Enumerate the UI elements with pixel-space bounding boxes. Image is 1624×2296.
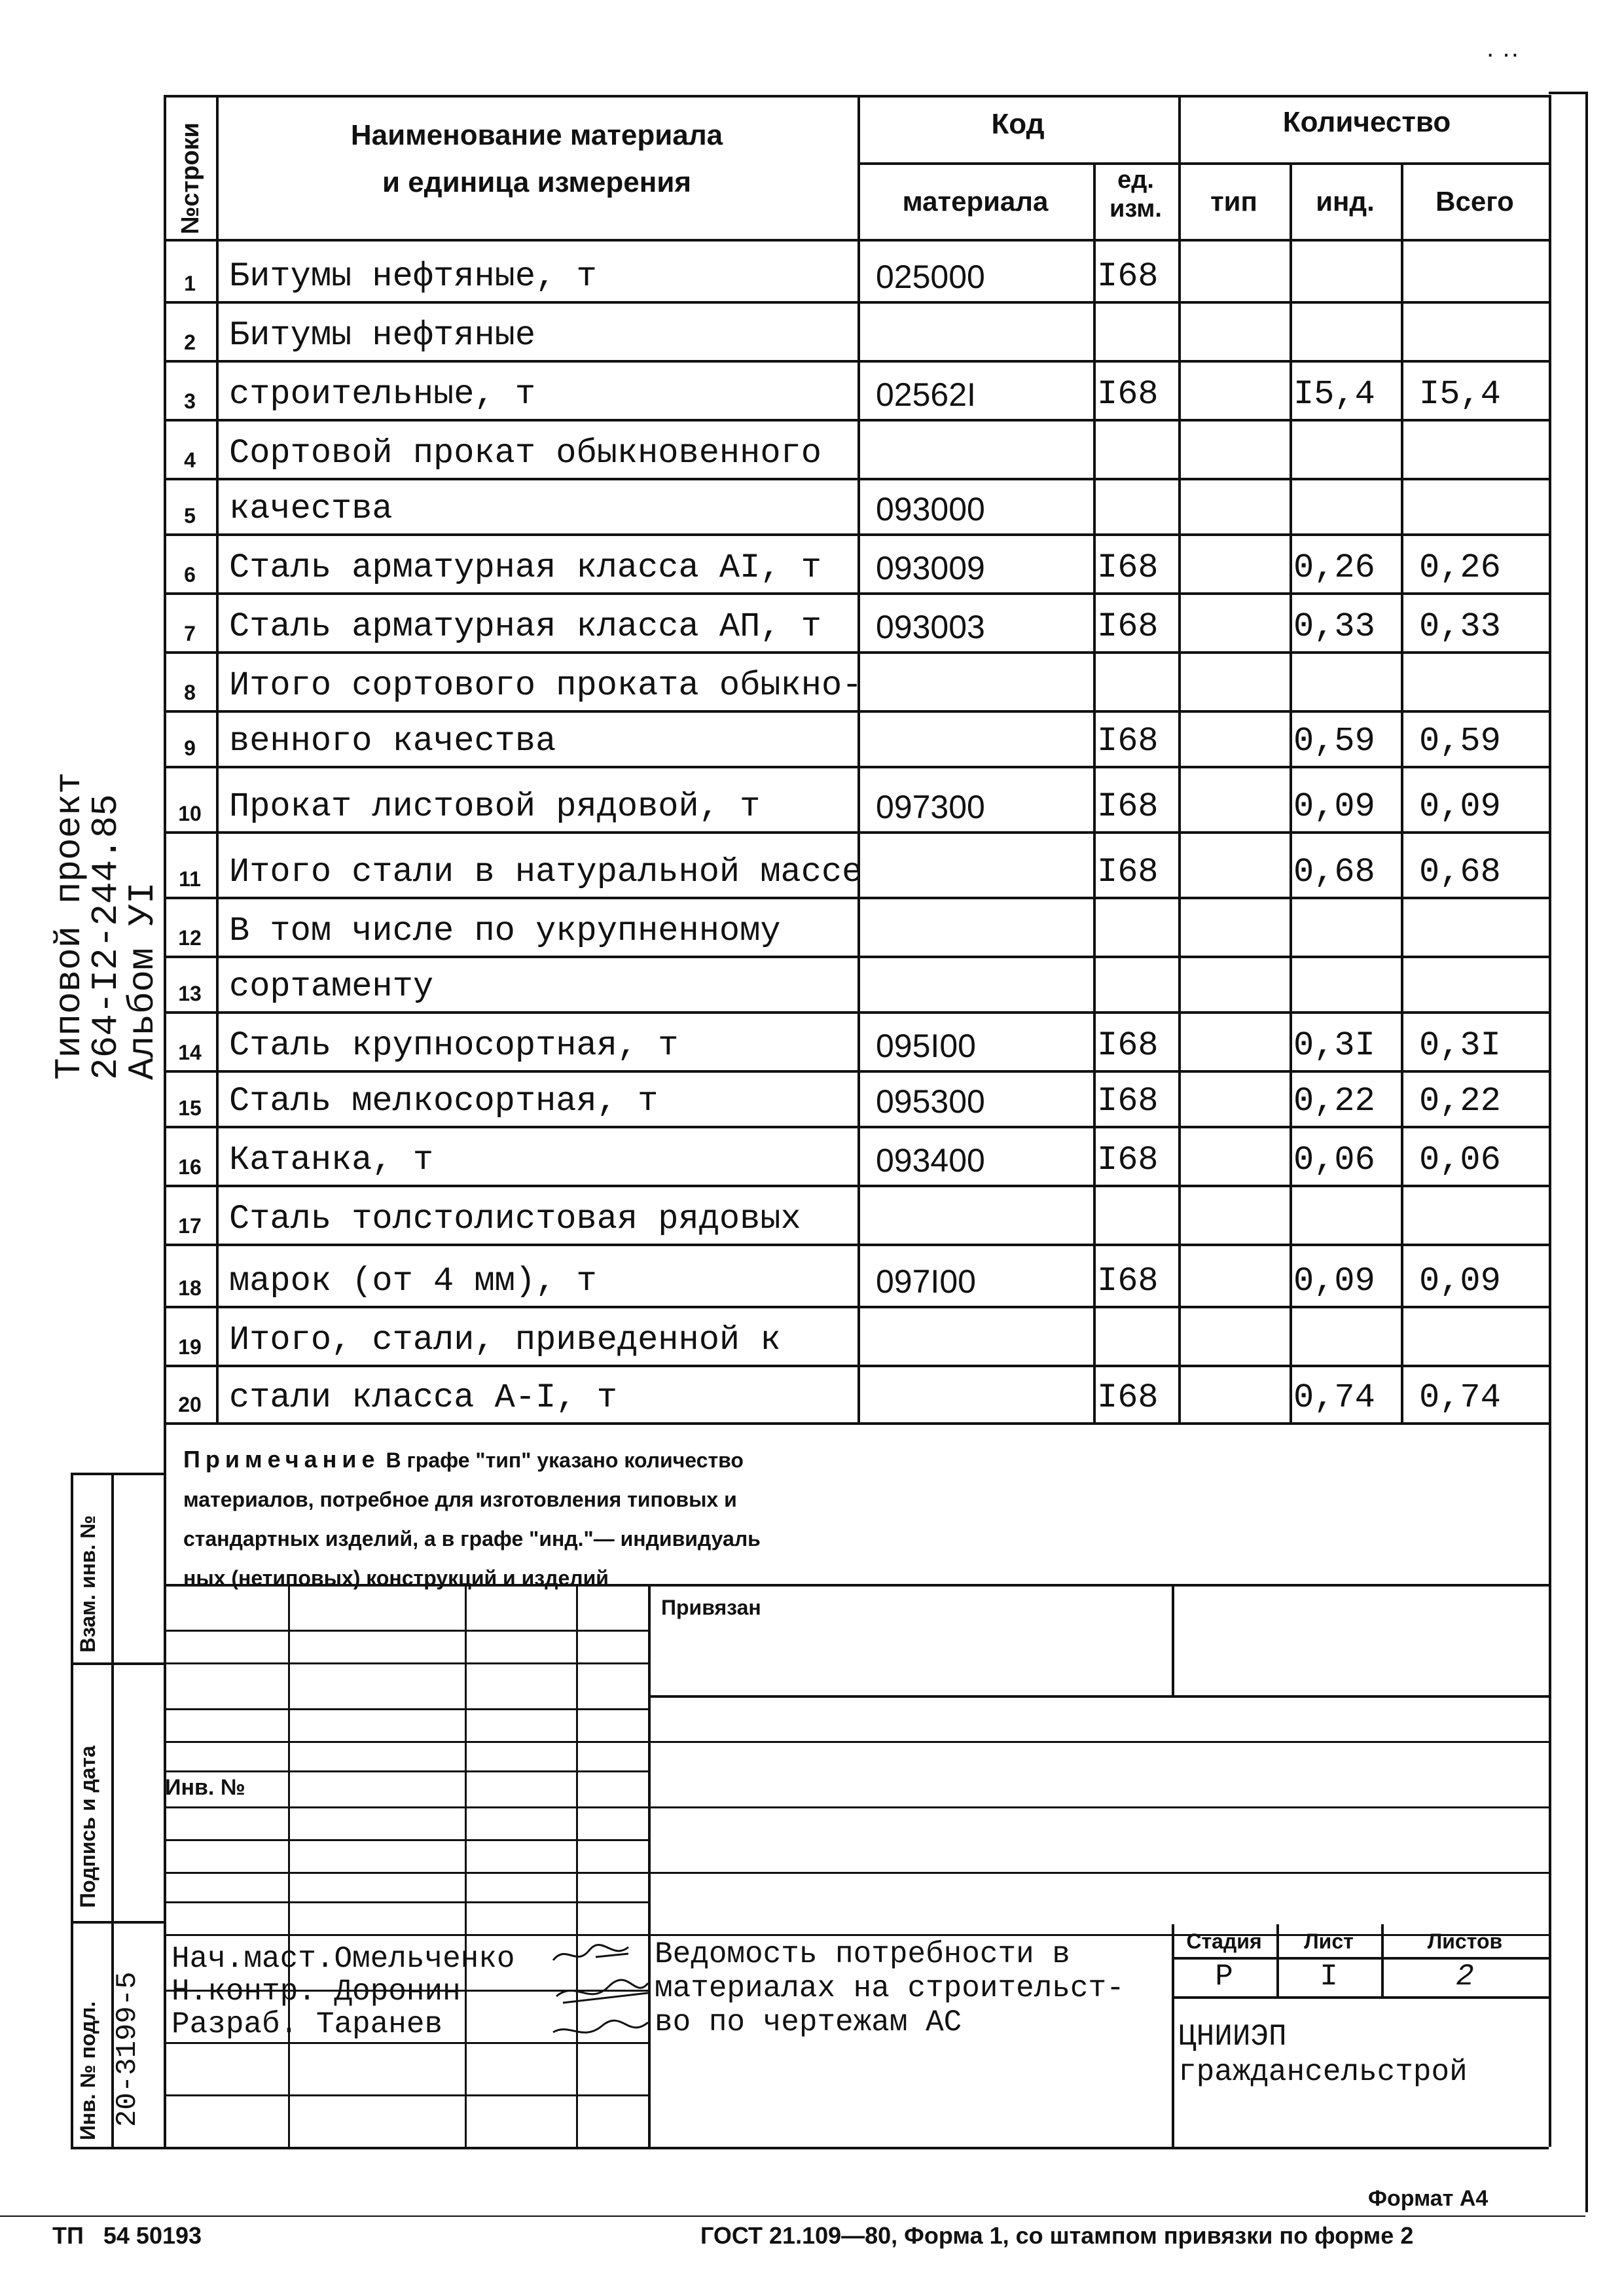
row-line [164,710,1549,713]
col-line-type [1290,162,1292,1422]
stamp-col-bound [1172,1584,1174,1695]
side-label-line-2: 264-I2-244.85 [85,794,127,1080]
stamp-grid-line [164,1770,648,1772]
cell-ind: 0,09 [1293,1262,1375,1300]
cell-ind: I5,4 [1293,375,1375,414]
cell-name: качества [229,490,393,528]
cell-unit [1093,901,1178,950]
signer-name: Доронин [334,1975,461,2009]
cell-name: Сталь арматурная класса AI, т [229,548,821,587]
cell-ind [1290,423,1401,473]
cell-unit: I68 [1097,1082,1159,1121]
note-title: Примечание [183,1446,380,1473]
cell-n: 18 [178,1276,202,1300]
cell-n: 8 [184,681,196,704]
cell-unit: I68 [1097,548,1159,587]
table-bottom-line [164,1422,1549,1425]
cell-name: Сталь арматурная класса AП, т [229,607,821,646]
cell-total [1401,1310,1549,1359]
signer-row [171,1975,515,2008]
row-line [164,360,1549,363]
organization-line-1: ЦНИИЭП [1178,2020,1287,2054]
cell-total: 0,09 [1419,787,1501,826]
header-code-unit-line-1: ед. [1117,166,1154,194]
organization [1178,2019,1468,2090]
footer-line [0,2215,1585,2217]
cell-name: Сортовой прокат обыкновенного [229,434,821,473]
margin-split-2 [71,1921,164,1924]
header-name-line-1: Наименование материала [350,119,723,151]
col-line-code [1093,162,1096,1422]
cell-name: Сталь мелкосортная, т [229,1082,659,1121]
cell-type [1178,596,1290,646]
footer-code: ТП 54 50193 [52,2222,202,2249]
cell-ind: 0,74 [1293,1378,1375,1417]
stamp-right-border [1549,1422,1551,2147]
stamp-grid-col [576,1584,578,2147]
cell-type [1178,1130,1290,1179]
header-row-no: №строки [177,122,204,234]
cell-type [1178,482,1290,528]
frame-top-border [1549,92,1585,94]
row-line [164,956,1549,958]
cell-code: 093400 [876,1142,985,1179]
cell-ind [1290,655,1401,705]
cell-ind: 0,26 [1293,548,1375,587]
cell-unit [1093,1310,1178,1359]
cell-type [1178,960,1290,1006]
stamp-grid-line [164,1901,648,1903]
cell-n: 5 [184,504,196,528]
sheets-label: Листов [1427,1929,1503,1953]
cell-code: 095I00 [876,1028,976,1064]
cell-name: венного качества [229,722,556,761]
stage-value-line [1172,1996,1549,1999]
note-line-1-text: В графе "тип" указано количество [380,1448,744,1472]
cell-n: 17 [178,1214,202,1238]
cell-unit: I68 [1097,1262,1159,1300]
signer-row [171,2008,515,2041]
cell-ind [1290,901,1401,950]
cell-code: 02562I [876,376,976,413]
cell-unit [1093,482,1178,528]
cell-code [857,655,1111,705]
margin-label-signature: Подпись и дата [76,1746,99,1908]
cell-ind: 0,22 [1293,1082,1375,1121]
cell-code: 025000 [876,259,985,295]
cell-code [857,1369,1111,1417]
corner-mark: · ·· [1486,39,1520,68]
row-line [164,1011,1549,1014]
note-line-1 [183,1440,761,1480]
cell-unit: I68 [1097,722,1159,761]
cell-total [1401,901,1549,950]
margin-label-replacement: Взам. инв. № [76,1515,99,1653]
cell-name: стали класса А-I, т [229,1378,617,1417]
cell-ind [1290,305,1401,355]
cell-n: 20 [178,1393,202,1416]
cell-unit: I68 [1097,607,1159,646]
header-code-unit [1093,166,1178,223]
cell-name: Прокат листовой рядовой, т [229,787,761,826]
sheet-label: Лист [1304,1929,1354,1953]
cell-type [1178,305,1290,355]
row-line [164,1244,1549,1246]
cell-type [1178,714,1290,761]
cell-ind: 0,09 [1293,787,1375,826]
row-line [164,831,1549,834]
signer-name: Таранев [316,2007,443,2041]
side-label-line-3: Альбом УI [122,882,164,1080]
cell-name: Итого сортового проката обыкно- [229,666,863,705]
cell-code [857,714,1111,761]
cell-total [1401,423,1549,473]
stamp-grid-line [164,2094,648,2096]
cell-n: 4 [184,448,196,472]
cell-type [1178,423,1290,473]
stamp-grid-line [164,1708,648,1710]
document-title-line-2: материалах на строительст- [655,1971,1125,2005]
cell-name: Битумы нефтяные [229,316,536,355]
cell-total: 0,33 [1419,607,1501,646]
cell-n: 10 [178,802,202,825]
cell-total: 0,22 [1419,1082,1501,1121]
cell-code [857,835,1111,891]
cell-n: 3 [184,389,196,413]
stamp-bottom-line [71,2147,1549,2149]
signer-role: Н.контр. [171,1975,316,2009]
cell-type [1178,1189,1290,1238]
cell-ind [1290,482,1401,528]
cell-n: 1 [184,272,196,295]
stamp-grid-line [164,1806,648,1808]
cell-type [1178,770,1290,826]
cell-total: 0,3I [1419,1026,1501,1065]
inv-no-label: Инв. № [165,1775,245,1800]
stamp-grid-col [288,1584,290,2147]
cell-code: 093009 [876,550,985,586]
cell-unit: I68 [1097,375,1159,414]
cell-n: 7 [184,622,196,645]
note-line-2: материалов, потребное для изготовления типовых и [183,1488,737,1511]
cell-n: 11 [179,867,201,891]
row-line [164,651,1549,654]
col-line-ind [1401,162,1403,1422]
organization-line-2: граждансельстрой [1178,2055,1468,2089]
cell-total [1401,305,1549,355]
sheets-value: 2 [1456,1960,1474,1994]
cell-unit [1093,960,1178,1006]
cell-type [1178,901,1290,950]
cell-code: 097I00 [876,1263,976,1300]
cell-unit: I68 [1097,1026,1159,1065]
inv-no-value: 20-3199-5 [111,1971,144,2127]
row-line [164,1306,1549,1308]
cell-unit [1093,655,1178,705]
cell-type [1178,1247,1290,1300]
col-line-rowno [216,95,219,1422]
footer-gost: ГОСТ 21.109—80, Форма 1, со штампом привязки по форме 2 [700,2222,1414,2249]
cell-unit [1093,1189,1178,1238]
stamp-grid-col [465,1584,467,2147]
cell-type [1178,655,1290,705]
frame-right-border [1585,92,1588,2212]
cell-ind [1290,960,1401,1006]
cell-unit: I68 [1097,257,1159,296]
row-line [164,419,1549,422]
cell-code [857,1189,1111,1238]
cell-ind [1290,1310,1401,1359]
row-line [164,1070,1549,1073]
cell-name: Битумы нефтяные, т [229,257,597,296]
cell-code [857,960,1111,1006]
cell-ind [1290,243,1401,296]
header-code: Код [991,108,1045,140]
cell-unit: I68 [1097,787,1159,826]
cell-ind: 0,33 [1293,607,1375,646]
header-code-material: материала [902,186,1049,217]
stamp-grid-line [164,1934,648,1936]
margin-top-line [71,1473,164,1475]
row-line [164,1185,1549,1187]
margin-split-1 [71,1662,164,1665]
stamp-grid-line [164,1630,648,1632]
cell-total [1401,482,1549,528]
cell-total: 0,68 [1419,853,1501,891]
cell-total: 0,26 [1419,548,1501,587]
cell-name: строительные, т [229,375,536,414]
margin-label-inv-no: Инв. № подл. [76,2001,99,2140]
cell-name: сортаменту [229,967,434,1006]
cell-code: 093003 [876,609,985,645]
cell-name: Сталь толстолистовая рядовых [229,1200,801,1238]
cell-ind: 0,06 [1293,1141,1375,1179]
cell-name: Итого, стали, приведенной к [229,1321,781,1359]
cell-type [1178,1369,1290,1417]
cell-total [1401,243,1549,296]
row-line [164,533,1549,536]
stamp-top-line [164,1584,1549,1587]
cell-n: 19 [178,1335,202,1359]
header-bottom-line [164,239,1549,242]
cell-ind: 0,68 [1293,853,1375,891]
cell-total: 0,74 [1419,1378,1501,1417]
cell-type [1178,1074,1290,1121]
cell-type [1178,835,1290,891]
stamp-bound-bottom [648,1695,1549,1698]
cell-ind: 0,59 [1293,722,1375,761]
cell-code [857,423,1111,473]
format-label: Формат А4 [1368,2186,1489,2211]
row-line [164,301,1549,304]
row-line [164,1126,1549,1128]
stamp-grid-line [164,1662,648,1664]
cell-code [857,305,1111,355]
cell-total: 0,09 [1419,1262,1501,1300]
header-qty-total: Всего [1435,186,1514,217]
stamp-wide-line [648,1872,1549,1874]
note-block [183,1440,761,1598]
cell-type [1178,364,1290,414]
margin-line-outer [71,1473,73,2147]
cell-type [1178,243,1290,296]
cell-total [1401,655,1549,705]
cell-type [1178,1310,1290,1359]
cell-ind [1290,1189,1401,1238]
cell-n: 14 [178,1041,202,1064]
stamp-grid-line [164,1741,648,1743]
signers-block [171,1943,515,2041]
cell-n: 13 [178,982,202,1005]
table-right-border [1549,95,1551,1422]
header-code-unit-line-2: изм. [1110,195,1162,223]
cell-code: 095300 [876,1083,985,1120]
signer-name: Омельченко [334,1942,515,1976]
stage-value: Р [1215,1960,1233,1994]
cell-ind: 0,3I [1293,1026,1375,1065]
document-title [655,1937,1125,2039]
cell-n: 15 [178,1096,202,1120]
cell-n: 2 [184,331,196,354]
stamp-col-main [648,1584,651,2147]
table-top-border [164,95,1549,98]
cell-n: 16 [178,1155,202,1179]
cell-unit: I68 [1097,1378,1159,1417]
header-quantity: Количество [1282,106,1451,138]
row-line [164,1365,1549,1367]
row-line [164,592,1549,595]
cell-type [1178,537,1290,587]
cell-name: марок (от 4 мм), т [229,1262,597,1300]
document-title-line-1: Ведомость потребности в [655,1937,1070,1971]
signer-role: Разраб. [171,2007,298,2041]
stage-label: Стадия [1186,1929,1262,1953]
cell-n: 9 [184,736,196,760]
cell-n: 12 [178,926,202,950]
cell-name: Катанка, т [229,1141,434,1179]
stamp-wide-line [648,1806,1549,1808]
signatures-image [550,1941,655,2052]
cell-name: В том числе по укрупненному [229,912,781,950]
col-line-unit [1178,95,1181,1422]
cell-code [857,1310,1111,1359]
header-qty-type: тип [1210,186,1257,217]
stamp-wide-line [648,1741,1549,1743]
cell-type [1178,1015,1290,1065]
col-line-name [857,95,860,1422]
cell-code: 097300 [876,789,985,825]
cell-code: 093000 [876,491,985,528]
header-qty-ind: инд. [1316,186,1375,217]
note-line-4: ных (нетиповых) конструкций и изделий [183,1566,609,1590]
row-line [164,478,1549,480]
side-label-line-1: Типовой проект [48,772,90,1080]
note-line-3: стандартных изделий, а в графе "инд."— индивидуаль [183,1527,761,1551]
cell-total: 0,59 [1419,722,1501,761]
cell-unit: I68 [1097,1141,1159,1179]
cell-unit [1093,305,1178,355]
bound-label: Привязан [661,1596,761,1619]
signer-row [171,1943,515,1975]
cell-name: Сталь крупносортная, т [229,1026,679,1065]
cell-name: Итого стали в натуральной массе [229,853,863,891]
cell-total: I5,4 [1419,375,1501,414]
cell-total: 0,06 [1419,1141,1501,1179]
cell-code [857,901,1111,950]
cell-total [1401,960,1549,1006]
cell-total [1401,1189,1549,1238]
row-line [164,897,1549,899]
cell-unit [1093,423,1178,473]
row-line [164,766,1549,768]
document-title-line-3: во по чертежам АС [655,2005,962,2039]
header-split-line [857,162,1549,165]
sheet-value: I [1320,1960,1338,1994]
signer-role: Нач.маст. [171,1942,334,1976]
cell-unit: I68 [1097,853,1159,891]
header-name-line-2: и единица измерения [382,166,692,198]
cell-n: 6 [184,563,196,586]
side-label [48,772,164,1080]
stamp-grid-line [164,1872,648,1874]
stamp-grid-line [164,1839,648,1841]
